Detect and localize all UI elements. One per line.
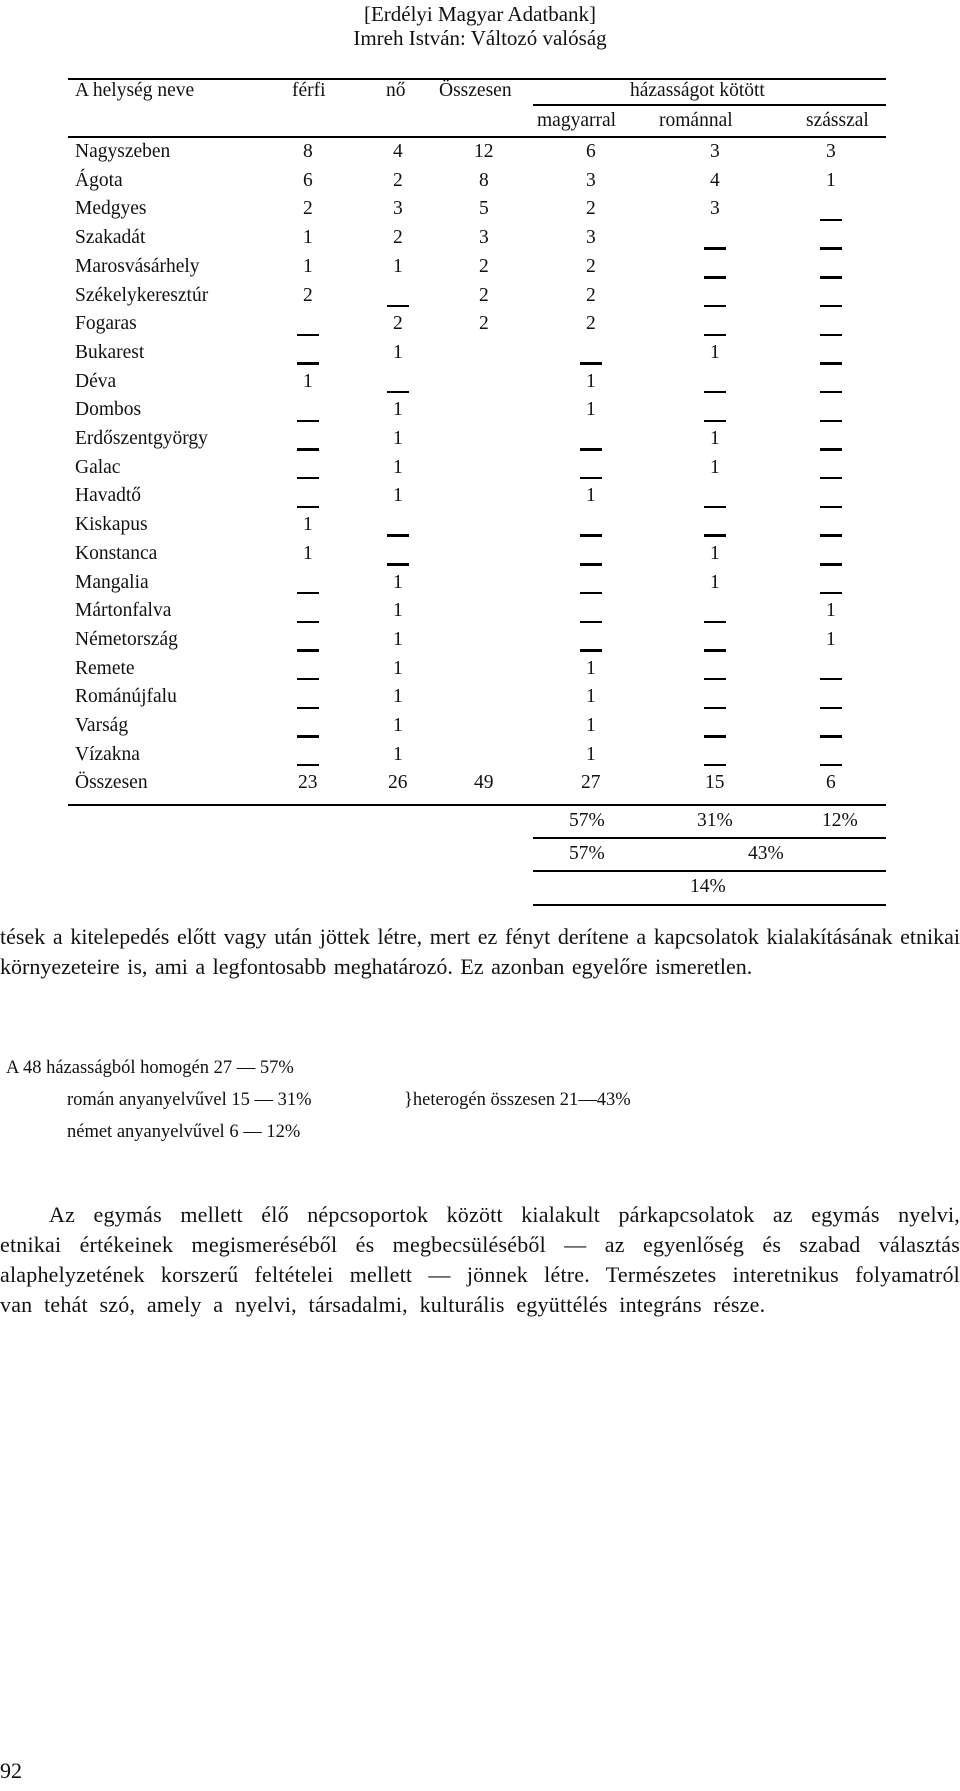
cell-szasszal: 3 [826, 141, 836, 162]
dash-mark [580, 477, 602, 479]
row-place-name: Medgyes [75, 198, 147, 220]
cell-ferfi [297, 639, 319, 661]
row-place-name: Galac [75, 456, 121, 478]
cell-ferfi: 8 [303, 141, 313, 162]
row-place-name: Havadtő [75, 485, 142, 507]
cell-ferfi [297, 725, 319, 747]
pct2-left: 57% [569, 843, 605, 864]
cell-no: 1 [393, 715, 403, 736]
summary-line-2: román anyanyelvűvel 15 — 31% [67, 1090, 312, 1110]
cell-magyarral [580, 438, 602, 460]
cell-no: 2 [393, 169, 403, 191]
dash-mark [580, 448, 602, 450]
cell-romannal: 1 [710, 428, 720, 449]
cell-magyarral: 1 [586, 399, 596, 421]
cell-romannal [704, 725, 726, 747]
cell-magyarral: 3 [586, 227, 596, 249]
cell-ferfi [297, 467, 319, 489]
cell-ferfi [297, 438, 319, 460]
dash-mark [297, 362, 319, 364]
cell-romannal: 1 [710, 542, 720, 564]
row-place-name: Déva [75, 370, 117, 392]
cell-magyarral: 1 [586, 686, 596, 708]
cell-szasszal [820, 495, 842, 517]
cell-romannal: 15 [705, 772, 725, 794]
header-name: A helység neve [75, 80, 195, 101]
cell-ferfi: 1 [303, 514, 313, 536]
cell-no: 2 [393, 227, 403, 249]
cell-osszesen: 2 [479, 313, 489, 335]
cell-romannal: 3 [710, 198, 720, 220]
cell-szasszal [820, 553, 842, 575]
cell-szasszal: 1 [826, 628, 836, 650]
dash-mark [820, 219, 842, 221]
row-place-name: Bukarest [75, 341, 145, 363]
dash-mark [297, 334, 319, 336]
row-place-name: Németország [75, 628, 178, 650]
dash-mark [820, 764, 842, 766]
summary-line-1: A 48 házasságból homogén 27 — 57% [6, 1058, 294, 1078]
header-title: [Erdélyi Magyar Adatbank] [363, 2, 597, 26]
pct-rule-3 [533, 904, 886, 906]
row-place-name: Összesen [75, 772, 148, 794]
dash-mark [704, 621, 726, 623]
cell-ferfi: 2 [303, 284, 313, 306]
pct2-right: 43% [748, 843, 784, 864]
dash-mark [297, 477, 319, 479]
cell-magyarral: 2 [586, 284, 596, 306]
cell-szasszal [820, 352, 842, 374]
cell-szasszal [820, 668, 842, 690]
header-no: nő [386, 80, 406, 101]
dash-mark [580, 621, 602, 623]
cell-romannal [704, 668, 726, 690]
cell-osszesen: 2 [479, 284, 489, 306]
dash-mark [704, 735, 726, 737]
cell-ferfi [297, 409, 319, 431]
dash-mark [820, 506, 842, 508]
dash-mark [297, 506, 319, 508]
dash-mark [704, 420, 726, 422]
dash-mark [297, 420, 319, 422]
cell-no: 4 [393, 141, 403, 162]
dash-mark [297, 592, 319, 594]
page-number: 92 [0, 1758, 22, 1783]
cell-romannal [704, 381, 726, 403]
cell-ferfi [297, 610, 319, 632]
row-place-name: Erdőszentgyörgy [75, 428, 208, 449]
cell-szasszal [820, 409, 842, 431]
row-place-name: Nagyszeben [75, 141, 171, 162]
dash-mark [820, 534, 842, 536]
dash-mark [387, 305, 409, 307]
row-place-name: Mártonfalva [75, 600, 172, 622]
total-rule [68, 804, 886, 806]
dash-mark [820, 276, 842, 278]
cell-no: 1 [393, 686, 403, 708]
dash-mark [820, 305, 842, 307]
dash-mark [820, 563, 842, 565]
cell-no: 1 [393, 571, 403, 593]
dash-mark [297, 764, 319, 766]
dash-mark [820, 420, 842, 422]
cell-szasszal [820, 438, 842, 460]
cell-magyarral: 1 [586, 715, 596, 736]
cell-szasszal [820, 323, 842, 345]
cell-magyarral: 1 [586, 485, 596, 507]
cell-szasszal: 1 [826, 600, 836, 622]
cell-romannal: 1 [710, 341, 720, 363]
cell-ferfi: 1 [303, 255, 313, 277]
header-bottom-rule [68, 136, 886, 138]
header-group: házasságot kötött [630, 80, 765, 101]
cell-no: 1 [393, 628, 403, 650]
cell-szasszal [820, 524, 842, 546]
cell-magyarral: 2 [586, 255, 596, 277]
header-romannal: románnal [659, 110, 733, 131]
dash-mark [704, 276, 726, 278]
row-place-name: Mangalia [75, 571, 149, 593]
dash-mark [297, 678, 319, 680]
cell-no: 1 [393, 456, 403, 478]
dash-mark [580, 534, 602, 536]
summary-line-3: német anyanyelvűvel 6 — 12% [67, 1122, 301, 1142]
cell-no: 1 [393, 428, 403, 449]
header-magyarral: magyarral [537, 110, 617, 131]
pct-rule-2 [533, 870, 886, 872]
row-place-name: Konstanca [75, 542, 158, 564]
dash-mark [820, 477, 842, 479]
dash-mark [820, 362, 842, 364]
cell-magyarral: 2 [586, 313, 596, 335]
row-place-name: Dombos [75, 399, 142, 421]
dash-mark [580, 563, 602, 565]
dash-mark [704, 678, 726, 680]
cell-szasszal [820, 725, 842, 747]
cell-no: 1 [393, 255, 403, 277]
row-place-name: Marosvásárhely [75, 255, 200, 277]
dash-mark [297, 448, 319, 450]
cell-ferfi: 1 [303, 542, 313, 564]
dash-mark [297, 649, 319, 651]
cell-szasszal [820, 295, 842, 317]
row-place-name: Varság [75, 715, 129, 736]
dash-mark [704, 506, 726, 508]
dash-mark [704, 649, 726, 651]
cell-no: 1 [393, 657, 403, 679]
pct1-szasszal: 12% [822, 810, 858, 831]
cell-ferfi: 1 [303, 227, 313, 249]
cell-romannal: 3 [710, 141, 720, 162]
summary-line-2-right: }heterogén összesen 21—43% [404, 1090, 631, 1110]
cell-no: 1 [393, 743, 403, 765]
group-rule [533, 104, 886, 106]
cell-romannal [704, 295, 726, 317]
row-place-name: Kiskapus [75, 514, 148, 536]
cell-magyarral: 3 [586, 169, 596, 191]
cell-romannal [704, 696, 726, 718]
dash-mark [387, 391, 409, 393]
dash-mark [580, 649, 602, 651]
cell-osszesen: 3 [479, 227, 489, 249]
pct1-romannal: 31% [697, 810, 733, 831]
cell-szasszal: 1 [826, 169, 836, 191]
cell-szasszal [820, 266, 842, 288]
dash-mark [387, 563, 409, 565]
cell-no: 2 [393, 313, 403, 335]
cell-romannal: 1 [710, 571, 720, 593]
cell-szasszal [820, 237, 842, 259]
cell-no: 1 [393, 341, 403, 363]
cell-magyarral: 1 [586, 370, 596, 392]
cell-no: 1 [393, 600, 403, 622]
dash-mark [387, 534, 409, 536]
cell-romannal: 1 [710, 456, 720, 478]
pct-rule-1 [533, 837, 886, 839]
cell-szasszal [820, 467, 842, 489]
cell-ferfi [297, 668, 319, 690]
cell-magyarral: 27 [581, 772, 601, 794]
dash-mark [820, 592, 842, 594]
cell-no [387, 524, 409, 546]
cell-magyarral [580, 582, 602, 604]
cell-szasszal: 6 [826, 772, 836, 794]
dash-mark [297, 735, 319, 737]
dash-mark [704, 247, 726, 249]
cell-osszesen: 8 [479, 169, 489, 191]
pct3-value: 14% [690, 876, 726, 897]
cell-romannal [704, 495, 726, 517]
cell-ferfi: 23 [298, 772, 318, 794]
dash-mark [820, 707, 842, 709]
dash-mark [704, 534, 726, 536]
cell-no: 1 [393, 399, 403, 421]
dash-mark [297, 707, 319, 709]
cell-magyarral: 1 [586, 743, 596, 765]
dash-mark [704, 707, 726, 709]
cell-romannal [704, 237, 726, 259]
pct1-magyarral: 57% [569, 810, 605, 831]
dash-mark [704, 391, 726, 393]
cell-magyarral [580, 610, 602, 632]
row-place-name: Románújfalu [75, 686, 177, 708]
body-paragraph-1: tések a kitelepedés előtt vagy után jöttek létre, mert ez fényt derítene a kapcsolatok kialakításának etnikai környezeteire is, ami a legfontosabb meghatározó. Ez azonban egyelőre ismeretlen. [0, 924, 960, 979]
header-szasszal: szásszal [806, 110, 869, 131]
dash-mark [704, 764, 726, 766]
body-paragraph-2: Az egymás mellett élő népcsoportok között kialakult párkapcsolatok az egymás nyelvi, etnikai értékeinek megismeréséből és megbecsüléséből — az egyenlőség és szabad választás alaphelyzetének korszerű feltételei mellett — jönnek létre. Természetes interetnikus folyamatról van tehát szó, amely a nyelvi, társadalmi, kulturális együttélés integráns része. [0, 1202, 960, 1317]
row-place-name: Vízakna [75, 743, 140, 765]
cell-szasszal [820, 696, 842, 718]
cell-romannal [704, 266, 726, 288]
cell-magyarral: 1 [586, 657, 596, 679]
row-place-name: Szakadát [75, 227, 146, 249]
header-subtitle: Imreh István: Változó valóság [353, 26, 607, 50]
dash-mark [820, 334, 842, 336]
cell-romannal [704, 639, 726, 661]
cell-ferfi [297, 696, 319, 718]
cell-romannal [704, 610, 726, 632]
cell-osszesen: 12 [474, 141, 494, 162]
row-place-name: Székelykeresztúr [75, 284, 209, 306]
cell-no: 1 [393, 485, 403, 507]
row-place-name: Remete [75, 657, 135, 679]
header-osszesen: Összesen [439, 80, 512, 101]
cell-magyarral [580, 524, 602, 546]
dash-mark [297, 621, 319, 623]
dash-mark [820, 247, 842, 249]
dash-mark [580, 592, 602, 594]
dash-mark [820, 678, 842, 680]
cell-no: 3 [393, 198, 403, 220]
dash-mark [820, 448, 842, 450]
dash-mark [820, 391, 842, 393]
cell-ferfi: 6 [303, 169, 313, 191]
row-place-name: Ágota [75, 169, 123, 191]
dash-mark [580, 362, 602, 364]
header-ferfi: férfi [292, 80, 326, 101]
cell-romannal: 4 [710, 169, 720, 191]
dash-mark [820, 735, 842, 737]
dash-mark [704, 334, 726, 336]
cell-no: 26 [388, 772, 408, 794]
cell-osszesen: 2 [479, 255, 489, 277]
cell-ferfi: 1 [303, 370, 313, 392]
cell-magyarral: 6 [586, 141, 596, 162]
cell-ferfi [297, 582, 319, 604]
cell-szasszal [820, 381, 842, 403]
cell-magyarral [580, 553, 602, 575]
row-place-name: Fogaras [75, 313, 137, 335]
cell-osszesen: 49 [474, 772, 494, 794]
cell-magyarral: 2 [586, 198, 596, 220]
cell-ferfi: 2 [303, 198, 313, 220]
dash-mark [704, 305, 726, 307]
cell-osszesen: 5 [479, 198, 489, 220]
cell-ferfi [297, 323, 319, 345]
cell-szasszal [820, 208, 842, 230]
